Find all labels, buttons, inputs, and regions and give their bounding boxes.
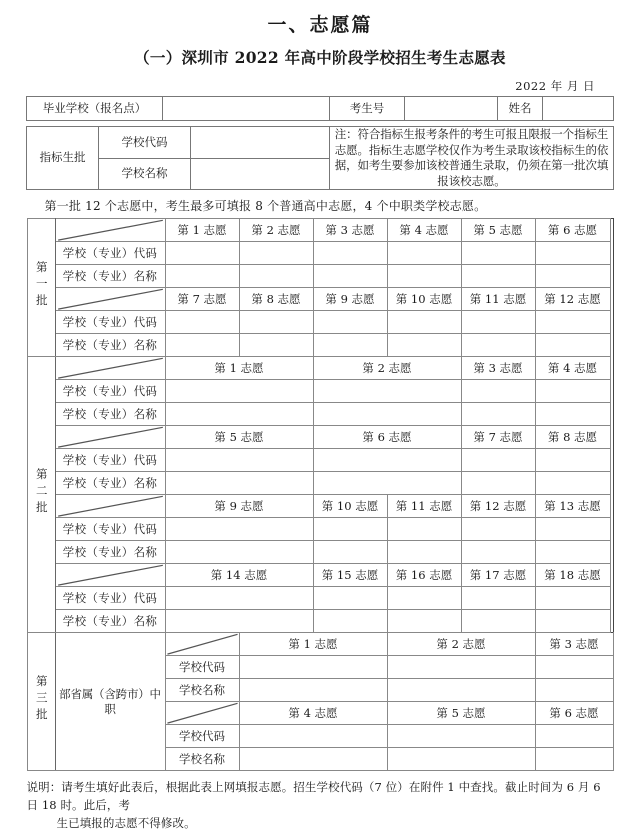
school-code-label: 学校（专业）代码: [55, 587, 165, 610]
choice-header: 第 9 志愿: [165, 495, 313, 518]
table-row: [27, 265, 613, 288]
diagonal-header-cell: [55, 357, 165, 380]
choice-header: 第 17 志愿: [461, 564, 535, 587]
school-name-field[interactable]: [387, 541, 461, 564]
school-code-field[interactable]: [535, 311, 610, 334]
student-name-field[interactable]: [543, 97, 614, 121]
school-name-field[interactable]: [387, 610, 461, 633]
school-code-field[interactable]: [535, 656, 613, 679]
school-code-field[interactable]: [387, 311, 461, 334]
table-row: [27, 311, 613, 334]
table-row: [27, 242, 613, 265]
batch-label-third: 第三批: [27, 633, 55, 771]
school-code-field[interactable]: [461, 380, 535, 403]
school-name-field[interactable]: [535, 610, 610, 633]
choice-header: 第 7 志愿: [165, 288, 239, 311]
choice-header: 第 3 志愿: [313, 219, 387, 242]
table-row: [27, 380, 613, 403]
choice-header: 第 1 志愿: [165, 357, 313, 380]
choice-header: 第 2 志愿: [387, 633, 535, 656]
footer-note: [27, 778, 614, 832]
indicator-school-code-label: 学校代码: [99, 127, 191, 159]
choice-header: 第 16 志愿: [387, 564, 461, 587]
school-name-field[interactable]: [387, 748, 535, 771]
table-row: [27, 219, 613, 242]
choice-header: 第 6 志愿: [535, 702, 613, 725]
choice-header: 第 10 志愿: [387, 288, 461, 311]
diagonal-header-cell: [55, 564, 165, 587]
student-info-table: [26, 96, 614, 121]
school-name-field[interactable]: [535, 541, 610, 564]
school-name-label: 学校（专业）名称: [55, 610, 165, 633]
school-code-field[interactable]: [535, 449, 610, 472]
school-name-field[interactable]: [313, 334, 387, 357]
school-code-field[interactable]: [165, 242, 239, 265]
school-name-field[interactable]: [535, 472, 610, 495]
choice-header: 第 14 志愿: [165, 564, 313, 587]
choice-header: 第 11 志愿: [387, 495, 461, 518]
school-code-label: 学校（专业）代码: [55, 449, 165, 472]
indicator-school-code-field[interactable]: [191, 127, 330, 159]
diagonal-header-cell: [55, 495, 165, 518]
choice-header: 第 5 志愿: [165, 426, 313, 449]
choice-header: 第 10 志愿: [313, 495, 387, 518]
diagonal-header-cell: [55, 219, 165, 242]
graduation-school-field[interactable]: [163, 97, 330, 121]
table-row: [27, 564, 613, 587]
choice-header: 第 7 志愿: [461, 426, 535, 449]
choice-header: 第 5 志愿: [387, 702, 535, 725]
school-code-field[interactable]: [165, 518, 313, 541]
choice-header: 第 2 志愿: [313, 357, 461, 380]
table-row: [27, 518, 613, 541]
school-name-field[interactable]: [387, 334, 461, 357]
table-row: [27, 288, 613, 311]
choice-header: 第 11 志愿: [461, 288, 535, 311]
page-title: 一、志愿篇: [267, 14, 373, 36]
indicator-batch-table: [26, 126, 614, 190]
school-code-field[interactable]: [239, 725, 387, 748]
school-code-field[interactable]: [313, 518, 387, 541]
table-row: [27, 610, 613, 633]
indicator-batch-label: 指标生批: [27, 127, 99, 190]
form-subtitle: （一）深圳市 2022 年高中阶段学校招生考生志愿表: [134, 48, 506, 67]
school-code-field[interactable]: [535, 380, 610, 403]
school-name-label: 学校（专业）名称: [55, 472, 165, 495]
exam-number-field[interactable]: [405, 97, 498, 121]
date-line: 2022 年 月 日: [515, 79, 595, 93]
school-code-field[interactable]: [313, 380, 461, 403]
school-name-field[interactable]: [313, 403, 461, 426]
choice-header: 第 4 志愿: [239, 702, 387, 725]
school-code-field[interactable]: [239, 656, 387, 679]
school-name-field[interactable]: [461, 334, 535, 357]
exam-number-label: 考生号: [330, 97, 405, 121]
school-name-label: 学校（专业）名称: [55, 541, 165, 564]
batch-label-second: 第二批: [27, 357, 55, 633]
school-name-field[interactable]: [461, 472, 535, 495]
choice-header: 第 5 志愿: [461, 219, 535, 242]
school-name-field[interactable]: [165, 265, 239, 288]
school-code-label: 学校代码: [165, 656, 239, 679]
choice-header: 第 8 志愿: [535, 426, 610, 449]
choice-header: 第 9 志愿: [313, 288, 387, 311]
school-code-field[interactable]: [461, 242, 535, 265]
school-name-label: 学校名称: [165, 679, 239, 702]
table-row: [27, 633, 613, 656]
choice-header: 第 12 志愿: [461, 495, 535, 518]
school-name-field[interactable]: [239, 748, 387, 771]
table-row: [27, 426, 613, 449]
school-name-field[interactable]: [165, 541, 313, 564]
table-row: [27, 403, 613, 426]
school-code-field[interactable]: [165, 449, 313, 472]
school-code-label: 学校（专业）代码: [55, 311, 165, 334]
choice-header: 第 3 志愿: [535, 633, 613, 656]
choice-header: 第 6 志愿: [535, 219, 610, 242]
choice-header: 第 18 志愿: [535, 564, 610, 587]
school-name-field[interactable]: [239, 265, 313, 288]
school-name-field[interactable]: [535, 265, 610, 288]
footer-line-2: 生已填报的志愿不得修改。: [56, 816, 196, 831]
table-row: [27, 127, 614, 159]
school-code-field[interactable]: [239, 311, 313, 334]
school-name-field[interactable]: [461, 403, 535, 426]
table-row: [27, 334, 613, 357]
school-code-field[interactable]: [387, 725, 535, 748]
school-name-field[interactable]: [387, 679, 535, 702]
school-code-field[interactable]: [165, 311, 239, 334]
choice-header: 第 8 志愿: [239, 288, 313, 311]
school-code-field[interactable]: [313, 311, 387, 334]
school-name-label: 学校（专业）名称: [55, 334, 165, 357]
school-code-field[interactable]: [313, 587, 387, 610]
choice-header: 第 12 志愿: [535, 288, 610, 311]
indicator-note: 注：符合指标生报考条件的考生可报且限报一个指标生志愿。指标生志愿学校仅作为考生录取该校指标生的依据，如考生要参加该校普通生录取，仍须在第一批次填报该校志愿。: [330, 127, 614, 190]
school-name-field[interactable]: [239, 334, 313, 357]
school-name-field[interactable]: [165, 334, 239, 357]
choice-header: 第 4 志愿: [535, 357, 610, 380]
school-code-field[interactable]: [387, 242, 461, 265]
footer-line-1: 说明：请考生填好此表后，根据此表上网填报志愿。招生学校代码（7 位）在附件 1 中查找。截止时间为 6 月 6 日 18 时。此后，考: [26, 780, 601, 813]
choice-header: 第 6 志愿: [313, 426, 461, 449]
table-row: [27, 495, 613, 518]
school-name-field[interactable]: [461, 610, 535, 633]
school-name-field[interactable]: [165, 610, 313, 633]
school-name-field[interactable]: [461, 541, 535, 564]
choice-header: 第 3 志愿: [461, 357, 535, 380]
school-code-field[interactable]: [461, 518, 535, 541]
diagonal-header-cell: [55, 426, 165, 449]
school-code-field[interactable]: [461, 587, 535, 610]
batch1-instruction: 第一批 12 个志愿中，考生最多可填报 8 个普通高中志愿，4 个中职类学校志愿。: [44, 199, 487, 214]
school-name-field[interactable]: [239, 679, 387, 702]
school-name-label: 学校名称: [165, 748, 239, 771]
choice-header: 第 2 志愿: [239, 219, 313, 242]
table-row: [27, 449, 613, 472]
school-name-field[interactable]: [535, 334, 610, 357]
school-name-field[interactable]: [461, 265, 535, 288]
choice-header: 第 1 志愿: [239, 633, 387, 656]
table-row: [27, 357, 613, 380]
school-code-field[interactable]: [535, 725, 613, 748]
indicator-school-name-label: 学校名称: [99, 158, 191, 190]
school-name-field[interactable]: [165, 403, 313, 426]
indicator-school-name-field[interactable]: [191, 158, 330, 190]
school-code-field[interactable]: [535, 587, 610, 610]
school-name-field[interactable]: [387, 265, 461, 288]
school-code-label: 学校代码: [165, 725, 239, 748]
school-name-field[interactable]: [313, 541, 387, 564]
table-row: [27, 587, 613, 610]
school-code-field[interactable]: [387, 656, 535, 679]
choice-header: 第 1 志愿: [165, 219, 239, 242]
diagonal-header-cell: [55, 288, 165, 311]
school-name-field[interactable]: [535, 748, 613, 771]
school-code-field[interactable]: [165, 380, 313, 403]
school-code-field[interactable]: [535, 518, 610, 541]
batch3-category-label: 部省属（含跨市）中职: [55, 633, 165, 771]
school-code-field[interactable]: [387, 587, 461, 610]
table-row: [27, 97, 614, 121]
school-code-field[interactable]: [165, 587, 313, 610]
table-row: [27, 472, 613, 495]
school-name-field[interactable]: [313, 472, 461, 495]
volunteer-choices-table: [27, 218, 614, 771]
school-code-field[interactable]: [461, 449, 535, 472]
school-code-label: 学校（专业）代码: [55, 380, 165, 403]
choice-header: 第 15 志愿: [313, 564, 387, 587]
school-code-field[interactable]: [461, 311, 535, 334]
school-code-field[interactable]: [313, 449, 461, 472]
school-name-field[interactable]: [535, 679, 613, 702]
school-name-field[interactable]: [165, 472, 313, 495]
school-name-label: 学校（专业）名称: [55, 265, 165, 288]
student-name-label: 姓名: [498, 97, 543, 121]
school-name-field[interactable]: [313, 265, 387, 288]
school-code-field[interactable]: [387, 518, 461, 541]
batch-label-first: 第一批: [27, 219, 55, 357]
school-code-label: 学校（专业）代码: [55, 518, 165, 541]
table-row: [27, 541, 613, 564]
school-name-field[interactable]: [535, 403, 610, 426]
school-code-field[interactable]: [239, 242, 313, 265]
school-code-field[interactable]: [535, 242, 610, 265]
school-name-field[interactable]: [313, 610, 387, 633]
graduation-school-label: 毕业学校（报名点）: [27, 97, 163, 121]
document-page: [0, 12, 640, 831]
school-code-label: 学校（专业）代码: [55, 242, 165, 265]
diagonal-header-cell: [165, 633, 239, 656]
choice-header: 第 4 志愿: [387, 219, 461, 242]
school-code-field[interactable]: [313, 242, 387, 265]
choice-header: 第 13 志愿: [535, 495, 610, 518]
diagonal-header-cell: [165, 702, 239, 725]
school-name-label: 学校（专业）名称: [55, 403, 165, 426]
